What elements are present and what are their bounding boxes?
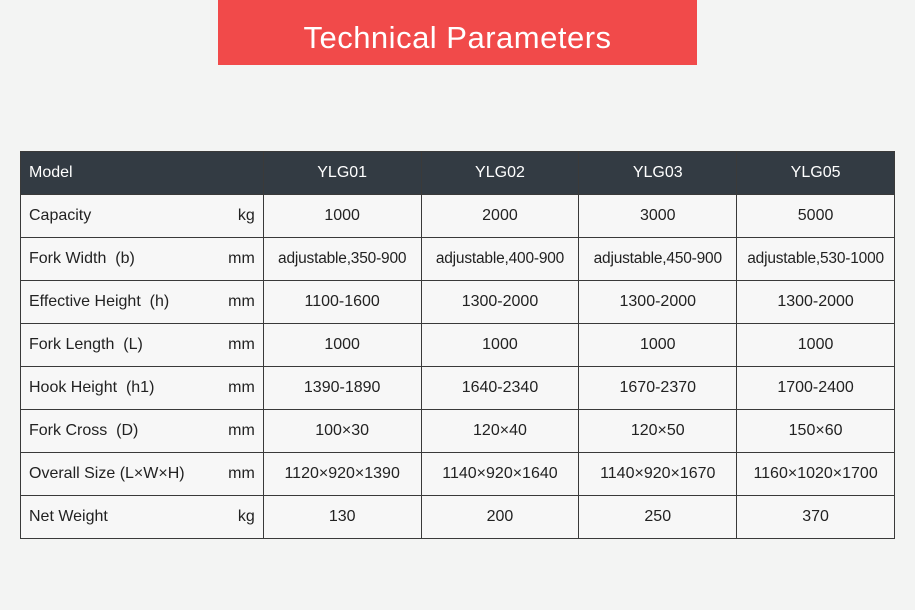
- header-model-ylg01: YLG01: [263, 152, 421, 195]
- value-cell: 130: [263, 496, 421, 539]
- param-cell: [21, 410, 264, 453]
- value-cell: adjustable,400-900: [421, 238, 579, 281]
- value-cell: 3000: [579, 195, 737, 238]
- header-model-ylg02: YLG02: [421, 152, 579, 195]
- param-unit: mm: [228, 250, 255, 267]
- header-model-ylg03: YLG03: [579, 152, 737, 195]
- param-unit: mm: [228, 336, 255, 353]
- value-cell: adjustable,350-900: [263, 238, 421, 281]
- table-row: [21, 324, 895, 367]
- param-cell: [21, 238, 264, 281]
- header-model-label: Model: [21, 152, 264, 195]
- value-cell: 120×40: [421, 410, 579, 453]
- value-cell: 5000: [737, 195, 895, 238]
- table-row: [21, 281, 895, 324]
- header-model-ylg05: YLG05: [737, 152, 895, 195]
- value-cell: 1670-2370: [579, 367, 737, 410]
- param-unit: mm: [228, 293, 255, 310]
- param-name: Fork Cross (D): [29, 422, 139, 439]
- value-cell: 120×50: [579, 410, 737, 453]
- value-cell: adjustable,530-1000: [737, 238, 895, 281]
- value-cell: 150×60: [737, 410, 895, 453]
- value-cell: adjustable,450-900: [579, 238, 737, 281]
- param-name: Net Weight: [29, 508, 108, 525]
- param-cell: [21, 324, 264, 367]
- value-cell: 1300-2000: [579, 281, 737, 324]
- value-cell: 1140×920×1670: [579, 453, 737, 496]
- value-cell: 1300-2000: [421, 281, 579, 324]
- param-name: Fork Width (b): [29, 250, 135, 267]
- value-cell: 370: [737, 496, 895, 539]
- value-cell: 1120×920×1390: [263, 453, 421, 496]
- param-name: Effective Height (h): [29, 293, 170, 310]
- param-name: Hook Height (h1): [29, 379, 155, 396]
- title-banner: [218, 0, 697, 65]
- table-row: [21, 367, 895, 410]
- table-header-row: [21, 152, 895, 195]
- param-cell: [21, 496, 264, 539]
- value-cell: 1700-2400: [737, 367, 895, 410]
- technical-parameters-table: [20, 151, 895, 539]
- value-cell: 1300-2000: [737, 281, 895, 324]
- value-cell: 100×30: [263, 410, 421, 453]
- page-title: Technical Parameters: [303, 19, 612, 55]
- param-unit: kg: [237, 207, 255, 224]
- value-cell: 2000: [421, 195, 579, 238]
- value-cell: 1000: [579, 324, 737, 367]
- value-cell: 200: [421, 496, 579, 539]
- value-cell: 1160×1020×1700: [737, 453, 895, 496]
- param-cell: [21, 281, 264, 324]
- value-cell: 1140×920×1640: [421, 453, 579, 496]
- value-cell: 250: [579, 496, 737, 539]
- table-row: [21, 195, 895, 238]
- value-cell: 1100-1600: [263, 281, 421, 324]
- table-row: [21, 410, 895, 453]
- value-cell: 1000: [421, 324, 579, 367]
- param-name: Fork Length (L): [29, 336, 143, 353]
- param-unit: mm: [228, 422, 255, 439]
- param-name: Capacity: [29, 207, 92, 224]
- table-row: [21, 238, 895, 281]
- table-row: [21, 496, 895, 539]
- param-cell: [21, 367, 264, 410]
- value-cell: 1000: [737, 324, 895, 367]
- value-cell: 1000: [263, 324, 421, 367]
- value-cell: 1640-2340: [421, 367, 579, 410]
- param-unit: mm: [228, 465, 255, 482]
- value-cell: 1000: [263, 195, 421, 238]
- table-row: [21, 453, 895, 496]
- param-cell: [21, 453, 264, 496]
- param-name: Overall Size (L×W×H): [29, 465, 185, 482]
- param-cell: [21, 195, 264, 238]
- param-unit: mm: [228, 379, 255, 396]
- value-cell: 1390-1890: [263, 367, 421, 410]
- param-unit: kg: [237, 508, 255, 525]
